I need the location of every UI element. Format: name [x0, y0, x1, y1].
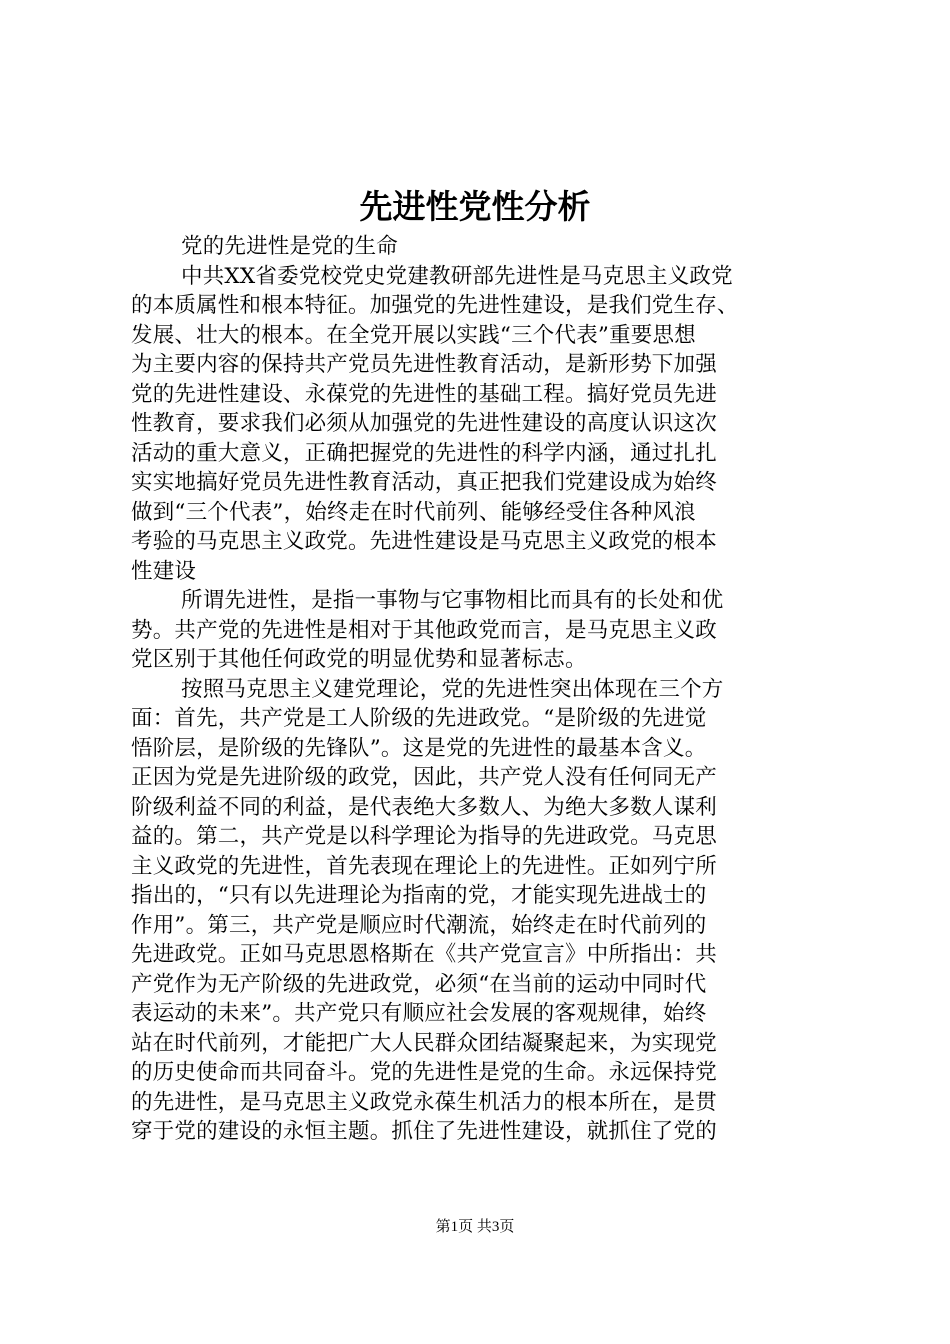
- body-line: 发展、壮大的根本。在全党开展以实践“三个代表”重要思想: [131, 322, 696, 348]
- body-line: 产党作为无产阶级的先进政党，必须“在当前的运动中同时代: [131, 971, 707, 997]
- body-line: 面：首先，共产党是工人阶级的先进政党。“是阶级的先进觉: [131, 706, 707, 731]
- body-line: 党区别于其他任何政党的明显优势和显著标志。: [131, 647, 587, 672]
- body-line: 实实地搞好党员先进性教育活动，真正把我们党建设成为始终: [131, 470, 717, 495]
- body-line: 的先进性，是马克思主义政党永葆生机活力的根本所在，是贯: [131, 1089, 717, 1115]
- page-footer: 第1页 共3页: [435, 1219, 515, 1235]
- body-line: 按照马克思主义建党理论，党的先进性突出体现在三个方: [181, 676, 724, 702]
- body-line: 主义政党的先进性，首先表现在理论上的先进性。正如列宁所: [131, 853, 717, 879]
- body-line: 益的。第二，共产党是以科学理论为指导的先进政党。马克思: [131, 824, 717, 849]
- body-line: 正因为党是先进阶级的政党，因此，共产党人没有任何同无产: [131, 765, 717, 790]
- body-line: 站在时代前列，才能把广大人民群众团结凝聚起来，为实现党: [131, 1030, 717, 1056]
- body-line: 先进政党。正如马克思恩格斯在《共产党宣言》中所指出：共: [131, 942, 717, 967]
- document-title: 先进性党性分析: [359, 187, 591, 226]
- body-line: 考验的马克思主义政党。先进性建设是马克思主义政党的根本: [131, 529, 717, 554]
- body-line: 中共XX省委党校党史党建教研部先进性是马克思主义政党: [181, 263, 733, 289]
- body-line: 党的先进性是党的生命: [181, 234, 399, 259]
- body-line: 的历史使命而共同奋斗。党的先进性是党的生命。永远保持党: [131, 1060, 717, 1085]
- body-line: 做到“三个代表”，始终走在时代前列、能够经受住各种风浪: [131, 499, 696, 525]
- body-line: 阶级利益不同的利益，是代表绝大多数人、为绝大多数人谋利: [131, 794, 717, 820]
- body-line: 势。共产党的先进性是相对于其他政党而言，是马克思主义政: [131, 617, 717, 643]
- body-line: 作用”。第三，共产党是顺应时代潮流，始终走在时代前列的: [131, 912, 707, 938]
- body-line: 表运动的未来”。共产党只有顺应社会发展的客观规律，始终: [131, 1001, 707, 1026]
- body-line: 活动的重大意义，正确把握党的先进性的科学内涵，通过扎扎: [131, 440, 717, 466]
- body-line: 悟阶层，是阶级的先锋队”。这是党的先进性的最基本含义。: [131, 735, 707, 761]
- body-line: 所谓先进性，是指一事物与它事物相比而具有的长处和优: [181, 588, 724, 613]
- document-body: [131, 232, 831, 1147]
- body-line: 穿于党的建设的永恒主题。抓住了先进性建设，就抓住了党的: [131, 1119, 717, 1144]
- body-line: 性建设: [131, 558, 197, 584]
- body-line: 为主要内容的保持共产党员先进性教育活动，是新形势下加强: [131, 352, 717, 377]
- body-line: 的本质属性和根本特征。加强党的先进性建设，是我们党生存、: [131, 293, 739, 318]
- body-line: 指出的，“只有以先进理论为指南的党，才能实现先进战士的: [131, 883, 707, 908]
- body-line: 党的先进性建设、永葆党的先进性的基础工程。搞好党员先进: [131, 381, 717, 407]
- body-line: 性教育，要求我们必须从加强党的先进性建设的高度认识这次: [131, 411, 717, 436]
